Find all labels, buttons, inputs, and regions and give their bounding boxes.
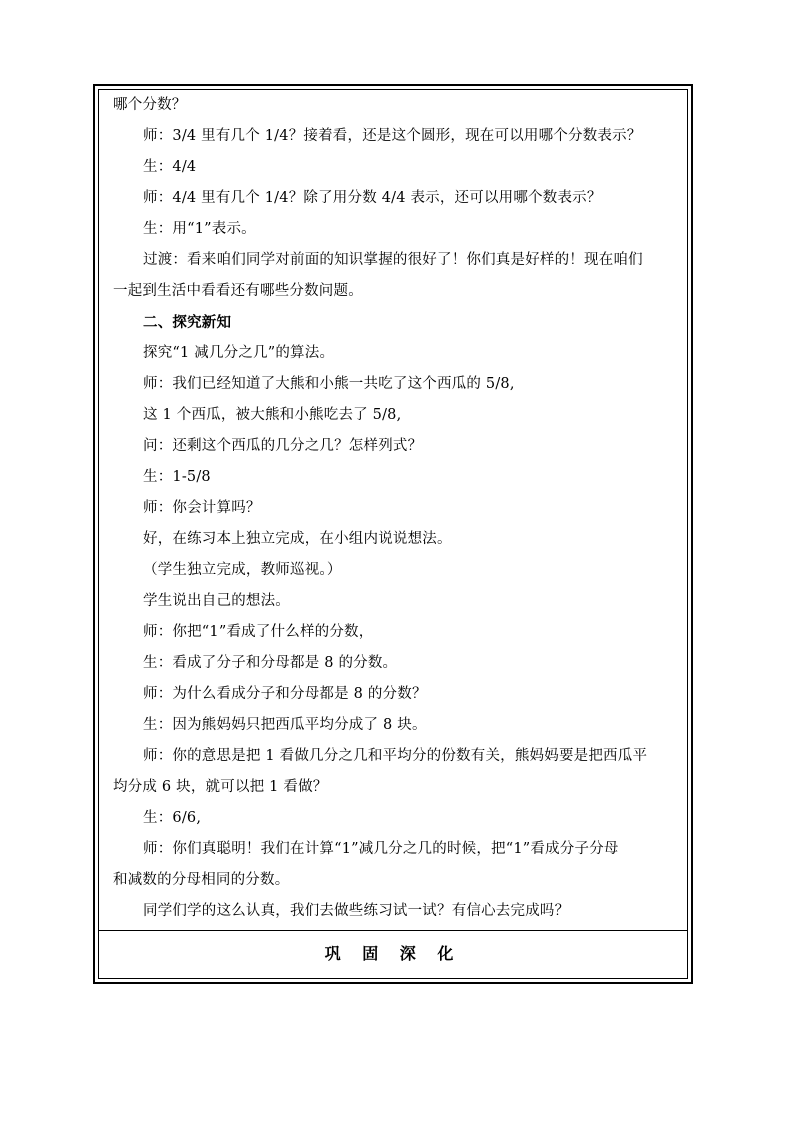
text-line: 一起到生活中看看还有哪些分数问题。 (113, 283, 363, 299)
text-line: 师：3/4 里有几个 1/4？接着看，还是这个圆形，现在可以用哪个分数表示？ (143, 128, 642, 144)
text-line: 师：4/4 里有几个 1/4？除了用分数 4/4 表示，还可以用哪个数表示？ (143, 190, 602, 206)
text-line: 好，在练习本上独立完成，在小组内说说想法。 (143, 531, 452, 547)
text-line: 生：用“1”表示。 (143, 221, 256, 237)
text-line: 生：4/4 (143, 159, 197, 175)
lesson-content (113, 90, 683, 927)
text-line: （学生独立完成，教师巡视。） (143, 562, 342, 578)
text-line: 师：我们已经知道了大熊和小熊一共吃了这个西瓜的 5/8, (143, 376, 515, 392)
text-line: 生：因为熊妈妈只把西瓜平均分成了 8 块。 (143, 717, 427, 733)
text-line: 过渡：看来咱们同学对前面的知识掌握的很好了！你们真是好样的！现在咱们 (143, 252, 643, 268)
text-line: 生：6/6, (143, 810, 202, 826)
text-line: 问：还剩这个西瓜的几分之几？怎样列式？ (143, 438, 423, 454)
text-line: 生：1-5/8 (143, 469, 211, 485)
row-divider (98, 930, 688, 931)
section-title: 巩 固 深 化 (324, 944, 462, 963)
text-line: 师：你把“1”看成了什么样的分数， (143, 624, 374, 640)
text-line: 师：为什么看成分子和分母都是 8 的分数？ (143, 686, 427, 702)
text-line: 探究“1 减几分之几”的算法。 (143, 345, 335, 361)
text-line: 师：你会计算吗？ (143, 500, 261, 516)
section-heading: 二、探究新知 (143, 314, 232, 331)
text-line: 和减数的分母相同的分数。 (113, 872, 290, 888)
text-line: 生：看成了分子和分母都是 8 的分数。 (143, 655, 398, 671)
text-line: 师：你们真聪明！我们在计算“1”减几分之几的时候，把“1”看成分子分母 (143, 841, 619, 857)
text-line: 这 1 个西瓜，被大熊和小熊吃去了 5/8, (143, 407, 402, 423)
text-line: 哪个分数？ (113, 97, 187, 113)
text-line: 均分成 6 块，就可以把 1 看做？ (113, 779, 328, 795)
text-line: 同学们学的这么认真，我们去做些练习试一试？有信心去完成吗？ (143, 903, 570, 919)
text-line: 学生说出自己的想法。 (143, 593, 290, 609)
text-line: 师：你的意思是把 1 看做几分之几和平均分的份数有关，熊妈妈要是把西瓜平 (143, 748, 648, 764)
